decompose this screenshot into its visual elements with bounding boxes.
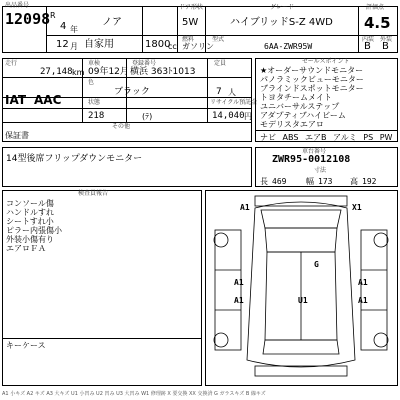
model-code-label: 型式 [212, 36, 225, 43]
wheel-fl [214, 233, 228, 247]
width-label: 幅 [306, 177, 314, 186]
recycle-price: 14,040 [212, 111, 245, 121]
damage-right-2: A1 [358, 296, 368, 305]
interior-grade: B [364, 41, 371, 52]
year: 4 [60, 21, 67, 32]
recycle-flag: (ﾃ) [142, 112, 153, 121]
usage-type: 自家用 [84, 39, 114, 50]
equip-nav: ナビ [260, 133, 276, 142]
recycle-label: リサイクル預託金 [210, 99, 258, 106]
displacement: 1800 [145, 39, 171, 50]
warranty: 保証書 [5, 131, 29, 140]
inspection-date: 09年12月 [88, 67, 129, 77]
damage-left-1: A1 [234, 278, 244, 287]
seats: 7 [216, 87, 222, 97]
damage-glass: G [314, 260, 319, 269]
mileage-unit: km [72, 68, 85, 77]
height: 192 [362, 177, 377, 186]
car-right-side [361, 230, 387, 350]
car-rear-window [263, 340, 339, 354]
inspector-item: シートすれ小 [6, 217, 54, 226]
sales-point-item: ユニバーサルステップ [260, 102, 340, 111]
length-label: 長 [260, 177, 268, 186]
seats-unit: 人 [228, 88, 236, 97]
door-label: ドア形状 [179, 4, 203, 11]
wheel-rl [214, 333, 228, 347]
car-hood [261, 210, 341, 228]
equip-ps: PS [363, 133, 374, 142]
inspector-title: 検査員報告 [78, 190, 109, 197]
notes-section [2, 147, 252, 187]
displacement-unit: cc [168, 42, 177, 51]
equip-abs: ABS [282, 133, 299, 142]
length: 469 [272, 177, 287, 186]
door-type: 5W [182, 17, 199, 28]
fuel-label: 燃料 [182, 36, 195, 43]
chassis-label: 車台番号 [302, 148, 327, 155]
mileage-label: 走行 [5, 60, 18, 67]
trans-type: IAT [5, 93, 27, 107]
color-label: 色 [88, 79, 95, 86]
r-mark: R [50, 11, 56, 20]
legend-footer: A1 小キズ A2 キズ A3 大キズ U1 小凹み U2 凹み U3 大凹み W1 修理跡 X 要交換 XX 交換済 G ガラスキズ B 線キズ [2, 391, 266, 397]
height-label: 高 [350, 177, 358, 186]
lot-no-label: 出品番号 [5, 2, 30, 9]
equip-alloy: アルミ [333, 133, 357, 142]
sales-point-item: パノラミックビューモニター [260, 75, 364, 84]
car-rear-bumper [255, 366, 347, 376]
plate-number: 横浜 363ﾄ1013 [130, 67, 196, 77]
width: 173 [318, 177, 333, 186]
car-diagram [205, 190, 398, 386]
mileage: 27,148 [40, 67, 73, 77]
car-front-bumper [255, 196, 347, 206]
damage-roof: U1 [298, 296, 308, 305]
ac-type: AAC [34, 93, 62, 107]
notes-main: 14型後席フリップダウンモニター [6, 154, 143, 164]
sales-point-item: ★オーダーサウンドモニター [260, 66, 364, 75]
sales-point-item: ブラインドスポットモニター [260, 84, 364, 93]
wheel-rr [374, 333, 388, 347]
sales-point-item: モデリスタエアロ [260, 120, 324, 129]
inspector-item: エアロＦＡ [6, 244, 46, 253]
overall-score: 4.5 [364, 14, 391, 32]
damage-left-2: A1 [234, 296, 244, 305]
exterior-label: 外装 [380, 36, 393, 43]
seats-label: 定員 [214, 60, 227, 67]
damage-right-1: A1 [358, 278, 368, 287]
car-left-side [215, 230, 241, 350]
color-code: 218 [88, 111, 105, 121]
inspector-item: 外装小傷有り [6, 235, 54, 244]
grade-label: グレード [270, 4, 295, 11]
sales-point-item: トヨタチームメイト [260, 93, 332, 102]
month-unit: 月 [70, 42, 78, 51]
condition-label: 状態 [88, 99, 101, 106]
body-color: ブラック [114, 87, 150, 97]
dims-label: 寸法 [314, 167, 327, 174]
interior-label: 内装 [362, 36, 375, 43]
model-code: 6AA-ZWR95W [264, 42, 313, 51]
inspector-item: コンソール傷 [6, 199, 54, 208]
inspector-bottom-item: キーケース [6, 341, 46, 350]
chassis-number: ZWR95-0012108 [272, 154, 351, 165]
equipment-row [260, 132, 392, 143]
damage-front-left: A1 [240, 203, 250, 212]
recycle-price-unit: 円 [244, 112, 252, 121]
inspector-item: ハンドルすれ [6, 208, 54, 217]
sales-point-item: アダプティブハイビーム [260, 111, 346, 120]
damage-front-right: X1 [352, 203, 362, 212]
equip-pw: PW [379, 133, 393, 142]
year-unit: 年 [70, 25, 78, 34]
month: 12 [56, 39, 69, 50]
lot-number: 12098 [5, 10, 51, 28]
model-name: ノア [102, 17, 122, 28]
remarks-label: その他 [112, 123, 131, 130]
sales-points-list [260, 66, 398, 129]
score-label: 評価点 [366, 4, 385, 11]
auction-sheet [2, 2, 398, 398]
sales-points-title: セールスポイント [302, 58, 350, 65]
exterior-grade: B [382, 41, 389, 52]
grade: ハイブリッドS-Z 4WD [230, 17, 333, 28]
car-windshield [265, 228, 337, 252]
inspector-list [6, 199, 196, 253]
inspection-label: 車検 [88, 60, 101, 67]
equip-airbag: エアB [305, 133, 327, 142]
inspector-item: ピラー内張傷小 [6, 226, 62, 235]
wheel-fr [374, 233, 388, 247]
fuel-type: ガソリン [182, 42, 214, 51]
plate-label: 登録番号 [132, 60, 157, 67]
